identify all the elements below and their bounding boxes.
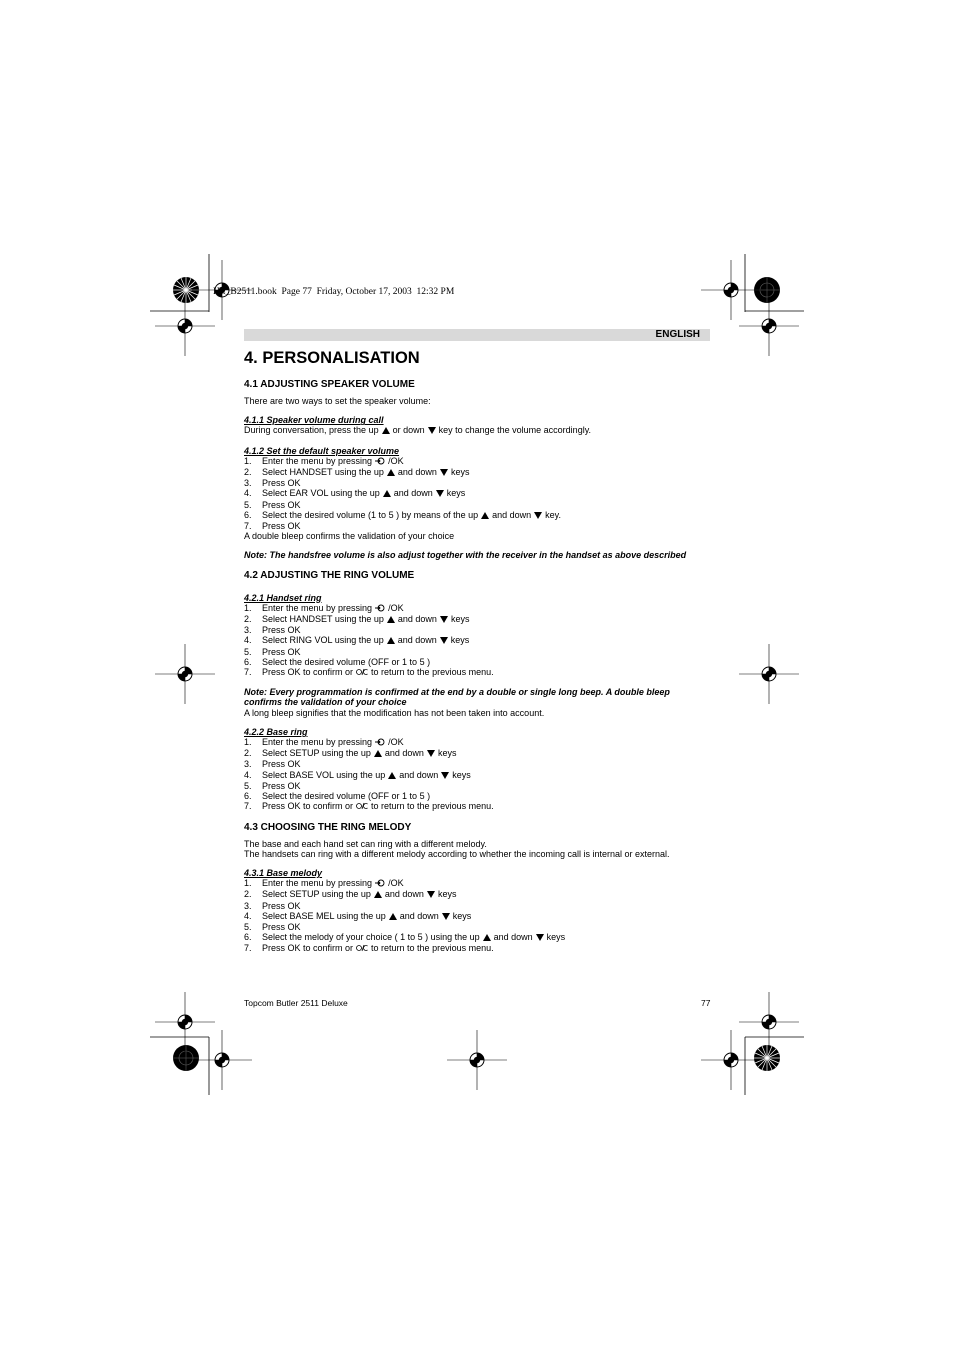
section-heading: 4.3 CHOOSING THE RING MELODY [244, 821, 412, 833]
registration-mark-icon [155, 644, 215, 704]
list-item: 1. Enter the menu by pressing /OK [244, 878, 404, 889]
paragraph: There are two ways to set the speaker volume: [244, 396, 431, 406]
down-arrow-icon [440, 615, 448, 625]
steps-list [244, 603, 724, 678]
list-item: 6. Select the melody of your choice ( 1 to 5 ) using the up and down keys [244, 932, 566, 943]
list-item: 4. Select EAR VOL using the up and down keys [244, 488, 466, 499]
up-arrow-icon [387, 636, 395, 646]
list-item: 5. Press OK [244, 499, 301, 510]
note: Note: The handsfree volume is also adjust together with the receiver in the handset as above described [244, 550, 687, 561]
registration-mark-icon [739, 644, 799, 704]
menu-key-icon [375, 457, 385, 467]
down-arrow-icon [428, 426, 436, 436]
list-item: 4. Select BASE MEL using the up and down keys [244, 910, 472, 921]
up-arrow-icon [374, 749, 382, 759]
list-item: 4. Select RING VOL using the up and down keys [244, 635, 470, 646]
list-item: 6. Select the desired volume (OFF or 1 to 5 ) [244, 656, 431, 667]
menu-key-icon [375, 604, 385, 614]
language-label: ENGLISH [655, 329, 700, 340]
subsection-heading: 4.1.2 Set the default speaker volume [244, 445, 400, 456]
list-item: 2. Select HANDSET using the up and down keys [244, 467, 470, 478]
language-bar [244, 329, 710, 341]
page-number: 77 [701, 998, 711, 1008]
printer-star-icon [754, 1045, 780, 1071]
list-item: 5. Press OK [244, 780, 301, 791]
list-item: 2. Select SETUP using the up and down keys [244, 889, 457, 900]
page-content [244, 348, 724, 955]
list-item: 3. Press OK [244, 478, 301, 489]
page-title: 4. PERSONALISATION [244, 349, 420, 367]
down-arrow-icon [441, 771, 449, 781]
down-arrow-icon [440, 468, 448, 478]
list-item: 1. Enter the menu by pressing /OK [244, 737, 404, 748]
down-arrow-icon [427, 890, 435, 900]
section-heading: 4.2 ADJUSTING THE RING VOLUME [244, 569, 415, 581]
list-item: 1. Enter the menu by pressing /OK [244, 602, 404, 613]
list-item: 7. Press OK to confirm or to return to the previous menu. [244, 801, 494, 812]
printer-circle-mark [173, 1045, 199, 1071]
up-arrow-icon [388, 771, 396, 781]
list-item: 3. Press OK [244, 625, 301, 636]
down-arrow-icon [436, 489, 444, 499]
registration-mark-icon [739, 992, 799, 1052]
up-arrow-icon [483, 933, 491, 943]
subsection-heading: 4.2.1 Handset ring [244, 592, 322, 603]
print-header: HL_B2511.book Page 77 Friday, October 17, 2003 12:32 PM [213, 287, 455, 297]
footer-product: Topcom Butler 2511 Deluxe [244, 998, 348, 1008]
registration-mark-icon [155, 296, 215, 356]
up-arrow-icon [387, 615, 395, 625]
list-item: 1. Enter the menu by pressing /OK [244, 455, 404, 466]
subsection-heading: 4.2.2 Base ring [244, 726, 308, 737]
up-arrow-icon [389, 912, 397, 922]
list-item: 7. Press OK to confirm or to return to the previous menu. [244, 667, 494, 678]
cancel-key-icon [356, 668, 368, 678]
registration-mark-icon [739, 296, 799, 356]
up-arrow-icon [383, 489, 391, 499]
paragraph: The base and each hand set can ring with a different melody. [244, 838, 487, 849]
list-item: 7. Press OK to confirm or to return to the previous menu. [244, 943, 494, 954]
list-item: 7. Press OK [244, 521, 301, 532]
steps-list [244, 456, 724, 531]
cancel-key-icon [356, 944, 368, 954]
paragraph: A double bleep confirms the validation of your choice [244, 531, 455, 542]
note: Note: Every programmation is confirmed at the end by a double or single long beep. A double bleep [244, 687, 670, 698]
list-item: 3. Press OK [244, 900, 301, 911]
down-arrow-icon [536, 933, 544, 943]
note: confirms the validation of your choice [244, 697, 407, 708]
list-item: 2. Select HANDSET using the up and down keys [244, 614, 470, 625]
steps-list [244, 737, 724, 812]
registration-mark-icon [447, 1030, 507, 1090]
paragraph: During conversation, press the up or down key to change the volume accordingly. [244, 425, 592, 436]
registration-mark-icon [155, 992, 215, 1052]
list-item: 3. Press OK [244, 759, 301, 770]
down-arrow-icon [442, 912, 450, 922]
down-arrow-icon [440, 636, 448, 646]
down-arrow-icon [534, 511, 542, 521]
subsection-heading: 4.3.1 Base melody [244, 867, 323, 878]
up-arrow-icon [387, 468, 395, 478]
list-item: 5. Press OK [244, 646, 301, 657]
paragraph: A long bleep signifies that the modification has not been taken into account. [244, 707, 545, 718]
list-item: 2. Select SETUP using the up and down keys [244, 748, 457, 759]
section-heading: 4.1 ADJUSTING SPEAKER VOLUME [244, 379, 415, 390]
paragraph: The handsets can ring with a different melody according to whether the incoming call is internal or external. [244, 848, 670, 859]
registration-mark-icon [192, 1030, 252, 1090]
up-arrow-icon [481, 511, 489, 521]
up-arrow-icon [382, 426, 390, 436]
list-item: 4. Select BASE VOL using the up and down keys [244, 769, 471, 780]
cancel-key-icon [356, 802, 368, 812]
list-item: 6. Select the desired volume (OFF or 1 to 5 ) [244, 791, 431, 802]
subsection-heading: 4.1.1 Speaker volume during call [244, 415, 384, 426]
registration-mark-icon [701, 1030, 761, 1090]
menu-key-icon [375, 738, 385, 748]
down-arrow-icon [427, 749, 435, 759]
steps-list [244, 878, 724, 954]
up-arrow-icon [374, 890, 382, 900]
list-item: 6. Select the desired volume (1 to 5 ) by means of the up and down key. [244, 509, 562, 520]
list-item: 5. Press OK [244, 921, 301, 932]
menu-key-icon [375, 879, 385, 889]
